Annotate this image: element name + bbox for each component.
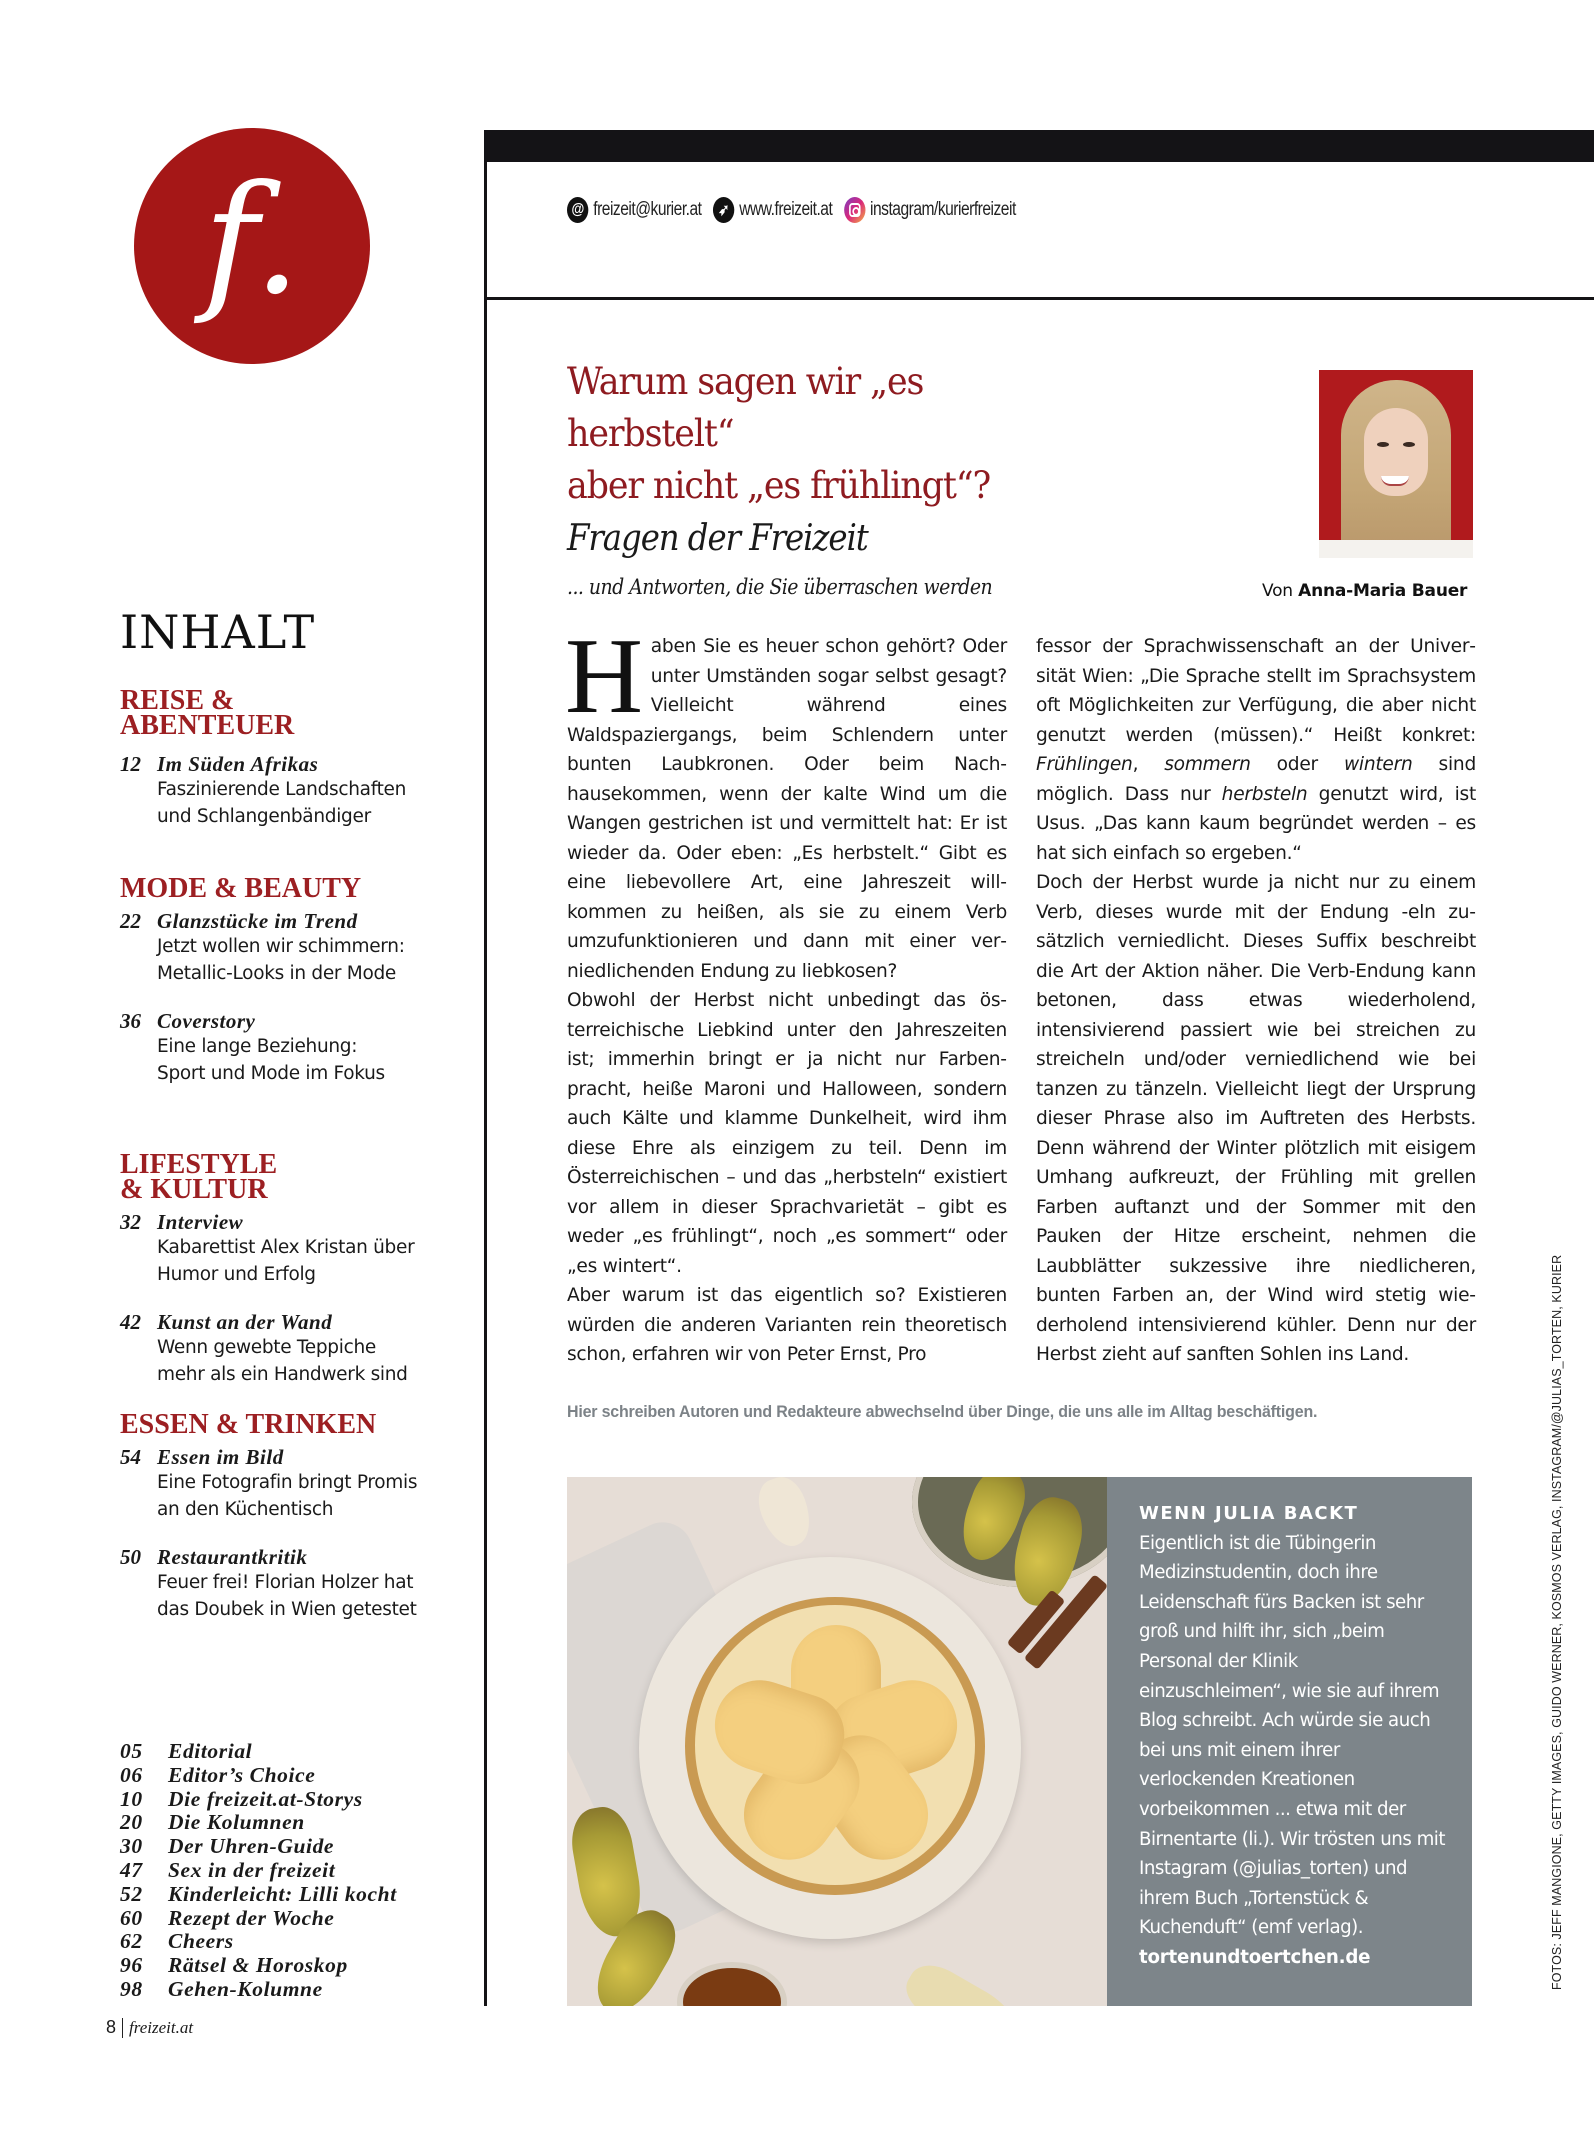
body-paragraph [1036,632,1476,868]
toc-misc-item[interactable] [120,1764,397,1788]
info-box [1107,1477,1472,2006]
info-box-text: Eigentlich ist die Tübingerin Medizinstudentin, doch ihre Leidenschaft fürs Backen ist sehr groß und hilft ihr, sich „beim Personal der Klinik einzuschleimen“, wie sie auf ihrem Blog schreibt. Ach würde sie auch bei uns mit einem ihrer verlockenden Kreationen vorbeikommen ... etwa mit der Birnentarte (li.). Wir trösten uns mit Instagram (@julias_torten) und ihrem Buch „Tortenstück & Kuchenduft“ (emf verlag). [1139,1532,1445,1939]
emphasis: Frühlingen [1036,754,1133,775]
toc-entry[interactable] [120,1210,450,1288]
toc-section-heading: ESSEN & TRINKEN [120,1409,377,1440]
contact-row [567,197,1022,223]
toc-misc-item[interactable] [120,1954,397,1978]
rocket-icon: ➶ [713,197,734,223]
toc-entry-desc: Sport und Mode im Fokus [157,1063,385,1084]
logo-letter: f. [203,154,301,328]
column-tagline: Hier schreiben Autoren und Redakteure abwechselnd über Dinge, die uns alle im Alltag beschäftigen. [567,1402,1318,1421]
toc-page-number: 30 [120,1834,143,1859]
text-run: , [1132,754,1165,775]
text-run: genutzt wird, ist Usus. „Das kann kaum begründet werden – es hat sich einfach so ergeben.“ [1036,783,1476,864]
toc-entry-desc: Metallic-Looks in der Mode [157,963,397,984]
contact-website-link[interactable]: www.freizeit.at [739,199,833,220]
toc-misc-item[interactable] [120,1930,397,1954]
toc-page-number: 54 [120,1445,141,1469]
toc-page-number: 96 [120,1953,143,1978]
header-divider [485,297,1594,300]
toc-section-heading [120,685,450,741]
toc-entry-title: Interview [157,1210,244,1234]
top-black-bar [485,130,1594,162]
folio-separator [122,2018,123,2038]
text-run: oder [1250,754,1344,775]
toc-misc-item[interactable] [120,1788,397,1812]
info-box-title: WENN JULIA BACKT [1139,1503,1359,1524]
emphasis: wintern [1343,754,1413,775]
toc-misc-title: Die freizeit.at-Storys [168,1786,363,1811]
toc-misc-item[interactable] [120,1907,397,1931]
toc-entry-title: Im Süden Afrikas [157,752,319,776]
toc-entry[interactable] [120,1009,450,1087]
toc-misc-item[interactable] [120,1883,397,1907]
article-headline [567,355,1088,511]
toc-section-lifestyle [120,1149,450,1388]
author-name: Anna-Maria Bauer [1298,581,1468,601]
page-folio [106,2017,193,2038]
article-column-1 [565,617,1007,1370]
article-column-2 [1036,632,1476,1370]
toc-page-number: 05 [120,1739,143,1763]
toc-misc-list [120,1740,397,2002]
toc-entry-desc: Wenn gewebte Teppiche [157,1337,376,1358]
toc-misc-item[interactable] [120,1811,397,1835]
toc-entry[interactable] [120,1310,450,1388]
headline-line: aber nicht „es frühlingt“? [567,463,991,507]
instagram-icon [844,197,865,223]
toc-entry-desc: und Schlangenbändiger [157,806,371,827]
photo-credits: FOTOS: JEFF MANGIONE, GETTY IMAGES, GUIDO WERNER, KOSMOS VERLAG, INSTAGRAM/@JULIAS_TORTEN, KURIER [1550,1254,1564,1990]
toc-page-number: 36 [120,1009,141,1033]
toc-page-number: 22 [120,909,141,933]
toc-misc-title: Gehen-Kolumne [168,1976,323,2001]
toc-section-heading: MODE & BEAUTY [120,873,362,904]
toc-entry[interactable] [120,1545,450,1623]
toc-misc-title: Rezept der Woche [168,1905,335,1930]
toc-page-number: 20 [120,1810,143,1835]
toc-misc-title: Editor’s Choice [168,1762,316,1787]
toc-misc-title: Rätsel & Horoskop [168,1953,348,1978]
toc-entry-title: Essen im Bild [157,1445,284,1469]
heading-line: ABENTEUER [120,710,295,741]
folio-site: freizeit.at [129,2017,194,2037]
toc-page-number: 60 [120,1905,143,1930]
vertical-divider [484,130,487,2006]
toc-page-number: 98 [120,1976,143,2001]
toc-misc-item[interactable] [120,1859,397,1883]
author-byline [1262,581,1467,601]
toc-misc-title: Kinderleicht: Lilli kocht [168,1881,397,1906]
text-run: sind möglich. Dass nur [1036,754,1476,805]
toc-page-number: 32 [120,1210,141,1234]
toc-entry-desc: Eine Fotografin bringt Promis [157,1472,418,1493]
toc-misc-title: Sex in der freizeit [168,1857,336,1882]
emphasis: sommern [1164,754,1251,775]
toc-page-number: 42 [120,1310,141,1334]
toc-entry-desc: Eine lange Beziehung: [157,1036,358,1057]
body-paragraph: Doch der Herbst wurde ja nicht nur zu einem Verb, dieses wurde mit der Endung -eln zusätzlich verniedlicht. Dieses Suffix beschreibt die Art der Aktion näher. Die Verb-Endung kann betonen, dass etwas wiederholend, intensivierend passiert wie bei streichen zu streicheln und/oder verniedlichend wie bei tanzen zu tänzeln. Vielleicht liegt der Ursprung dieser Phrase also im Auftreten des Herbsts. Denn während der Winter plötzlich mit eisigem Umhang aufkreuzt, der Frühling mit grellen Farben auftanzt und der Sommer mit den Pauken der Hitze erscheint, nehmen die Laubblätter sukzessive ihre niedlicheren, bunten Farben an, der Wind wird stetig wiederholend intensivierend kühler. Denn nur der Herbst zieht auf sanften Sohlen ins Land. [1036,872,1476,1365]
toc-section-reise [120,685,450,830]
toc-page-number: 62 [120,1929,143,1954]
body-paragraph: Aber warum ist das eigentlich so? Existieren würden die anderen Varianten rein theoretisch schon, erfahren wir von Peter Ernst, Pro [567,1285,1007,1365]
toc-entry-desc: Humor und Erfolg [157,1264,316,1285]
contact-email-link[interactable]: freizeit@kurier.at [593,199,702,220]
toc-page-number: 12 [120,752,141,776]
page-number: 8 [106,2017,117,2037]
toc-page-number: 10 [120,1786,143,1811]
drop-cap: H [565,617,643,736]
column-kicker: Fragen der Freizeit [567,518,868,559]
toc-entry[interactable] [120,909,450,987]
toc-page-number: 06 [120,1762,143,1787]
column-subkicker: ... und Antworten, die Sie überraschen werden [567,575,993,599]
toc-misc-title: Die Kolumnen [168,1810,305,1835]
contact-instagram-link[interactable]: instagram/kurierfreizeit [870,199,1016,220]
at-icon: @ [567,197,588,223]
toc-entry[interactable] [120,1445,450,1523]
heading-line: LIFESTYLE [120,1149,278,1180]
body-paragraph: Obwohl der Herbst nicht unbedingt das österreichische Liebkind unter den Jahreszeiten ist; immerhin bringt er ja nicht nur Farbenpracht, heiße Maroni und Halloween, sondern auch Kälte und klamme Dunkelheit, wird ihm diese Ehre als einzigem zu teil. Denn im Österreichischen – und das „herbsteln“ existiert vor allem in dieser Sprachvarietät – gibt es weder „es frühlingt“, noch „es sommert“ oder „es wintert“. [567,990,1007,1277]
toc-section-heading [120,1149,450,1205]
body-paragraph: aben Sie es heuer schon gehört? Oder unter Umständen sogar selbst gesagt? Vielleicht während eines Waldspaziergangs, beim Schlendern unter bunten Laubkronen. Oder beim Nachhausekommen, wenn der kalte Wind um die Wangen gestrichen ist und vermittelt hat: Er ist wieder da. Oder eben: „Es herbstelt.“ Gibt es eine liebevollere Art, eine Jahreszeit willkommen zu heißen, als sie zu einem Verb umzufunktionieren und dann mit einer verniedlichenden Endung zu liebkosen? [567,636,1007,982]
freizeit-logo [134,128,370,364]
toc-section-mode [120,873,450,1087]
headline-line: Warum sagen wir „es herbstelt“ [567,359,924,455]
toc-entry-desc: Feuer frei! Florian Holzer hat [157,1572,414,1593]
toc-entry-desc: an den Küchentisch [157,1499,334,1520]
toc-misc-title: Cheers [168,1929,234,1954]
toc-entry-title: Restaurantkritik [157,1545,308,1569]
toc-entry-desc: Faszinierende Landschaften [157,779,407,800]
toc-page-number: 52 [120,1881,143,1906]
toc-entry-desc: Kabarettist Alex Kristan über [157,1237,415,1258]
author-photo [1319,370,1473,558]
toc-title: INHALT [120,605,316,659]
heading-line: REISE & [120,685,235,716]
toc-section-essen [120,1409,450,1623]
pear-tart-photo [567,1477,1107,2006]
toc-entry-desc: mehr als ein Handwerk sind [157,1364,408,1385]
toc-entry-title: Kunst an der Wand [157,1310,333,1334]
info-box-link[interactable]: tortenundtoertchen.de [1139,1946,1371,1968]
toc-entry-title: Coverstory [157,1009,256,1033]
toc-page-number: 50 [120,1545,141,1569]
toc-misc-item[interactable] [120,1835,397,1859]
text-run: fessor der Sprachwissenschaft an der Universität Wien: „Die Sprache stellt im Sprachsystem oft Möglichkeiten zur Verfügung, die aber nicht genutzt werden (müssen).“ Heißt konkret: [1036,636,1476,746]
toc-entry[interactable] [120,752,450,830]
toc-entry-desc: das Doubek in Wien getestet [157,1599,417,1620]
toc-misc-item[interactable] [120,1978,397,2002]
toc-misc-title: Editorial [168,1739,253,1763]
emphasis: herbsteln [1221,783,1308,805]
toc-misc-title: Der Uhren-Guide [168,1834,335,1859]
byline-prefix: Von [1262,581,1293,601]
toc-page-number: 47 [120,1857,143,1882]
heading-line: & KULTUR [120,1174,268,1205]
toc-misc-item[interactable] [120,1740,397,1764]
toc-entry-desc: Jetzt wollen wir schimmern: [157,936,405,957]
toc-entry-title: Glanzstücke im Trend [157,909,358,933]
